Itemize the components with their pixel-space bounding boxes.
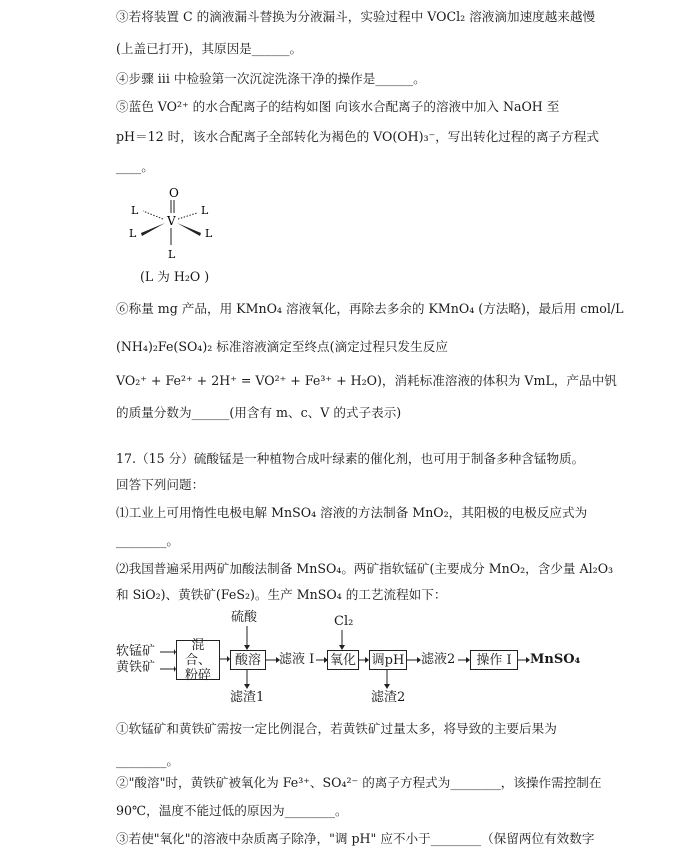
text-line: 和 SiO₂)、黄铁矿(FeS₂)。生产 MnSO₄ 的工艺流程如下：	[116, 587, 447, 602]
text-line: ⑵我国普遍采用两矿加酸法制备 MnSO₄。两矿指软锰矿(主要成分 MnO₂，含少量 Al₂O₃	[116, 561, 614, 576]
text-line: ①软锰矿和黄铁矿需按一定比例混合，若黄铁矿过量太多，将导致的主要后果为	[116, 721, 557, 736]
flow-reagent-chlorine: Cl₂	[334, 614, 354, 629]
vo-complex-structure	[125, 183, 220, 263]
flow-step-acid-dissolve: 酸溶	[230, 650, 266, 670]
text-line: ⑤蓝色 VO²⁺ 的水合配离子的结构如图 向该水合配离子的溶液中加入 NaOH 至	[116, 99, 560, 114]
text-line: ________。	[116, 533, 179, 548]
structure-top-atom: O	[169, 186, 179, 200]
text-line: ②"酸溶"时，黄铁矿被氧化为 Fe³⁺、SO₄²⁻ 的离子方程式为________，该操作需控制在	[116, 775, 602, 790]
ligand-l: L	[201, 204, 209, 217]
ligand-l: L	[168, 248, 176, 261]
flow-step-mix-grind: 混合、粉碎	[176, 640, 220, 680]
text-line: pH＝12 时，该水合配离子全部转化为褐色的 VO(OH)₃⁻，写出转化过程的离子方程式	[116, 129, 599, 144]
text-line: VO₂⁺ + Fe²⁺ + 2H⁺ = VO²⁺ + Fe³⁺ + H₂O)，消耗标准溶液的体积为 VmL，产品中钒	[116, 373, 617, 388]
flow-filtrate-1: 滤液 I	[279, 652, 315, 667]
text-line: 回答下列问题：	[116, 477, 205, 492]
flow-step-oxidize: 氧化	[327, 650, 359, 670]
flow-input-pyrite: 黄铁矿	[116, 660, 156, 675]
flow-residue-1: 滤渣1	[230, 690, 265, 705]
text-line: ④步骤 iii 中检验第一次沉淀洗涤干净的操作是______。	[116, 71, 426, 86]
flow-step-adjust-ph: 调pH	[369, 650, 407, 670]
question-17-heading: 17.（15 分）硫酸锰是一种植物合成叶绿素的催化剂，也可用于制备多种含锰物质。	[116, 451, 585, 466]
flow-residue-2: 滤渣2	[371, 690, 406, 705]
structure-center-atom: V	[167, 214, 176, 228]
text-line: ________。	[116, 753, 179, 768]
flow-step-operation-1: 操作 I	[470, 650, 518, 670]
flow-reagent-sulfuric-acid: 硫酸	[231, 610, 258, 625]
text-line: ____。	[116, 159, 154, 174]
ligand-l: L	[129, 227, 137, 240]
text-line: ③若将装置 C 的滴液漏斗替换为分液漏斗，实验过程中 VOCl₂ 溶液滴加速度越来越慢	[116, 9, 596, 24]
ligand-l: L	[205, 227, 213, 240]
text-line: (上盖已打开)，其原因是______。	[116, 41, 303, 56]
flow-product: MnSO₄	[530, 652, 581, 667]
flow-input-pyrolusite: 软锰矿	[116, 644, 156, 659]
text-line: ③若使"氧化"的溶液中杂质离子除净，"调 pH" 应不小于________（保留两位有效数字	[116, 831, 595, 846]
text-line: 90℃，温度不能过低的原因为________。	[116, 803, 348, 818]
text-line: ⑴工业上可用惰性电极电解 MnSO₄ 溶液的方法制备 MnO₂，其阳极的电极反应式为	[116, 505, 588, 520]
flow-filtrate-2: 滤液2	[421, 652, 456, 667]
ligand-l: L	[131, 204, 139, 217]
text-line: (NH₄)₂Fe(SO₄)₂ 标准溶液滴定至终点(滴定过程只发生反应	[116, 339, 448, 354]
text-line: ⑥称量 mg 产品，用 KMnO₄ 溶液氧化，再除去多余的 KMnO₄ (方法略)，最后用 cmol/L	[116, 301, 624, 316]
text-line: 的质量分数为______(用含有 m、c、V 的式子表示)	[116, 405, 402, 420]
structure-caption: (L 为 H₂O )	[140, 269, 210, 284]
process-flow-diagram	[0, 608, 692, 708]
